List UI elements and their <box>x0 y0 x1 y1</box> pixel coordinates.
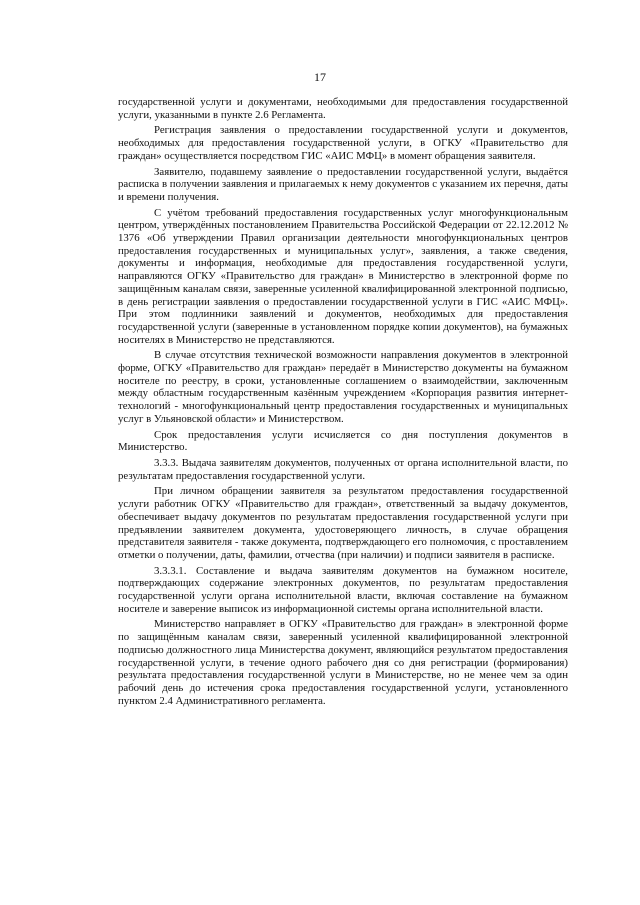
paragraph: Заявителю, подавшему заявление о предоставлении государственной услуги, выдаётся расписка в получении заявления и прилагаемых к нему документов с указанием их перечня, даты и времени получения. <box>118 165 568 203</box>
section-heading: 3.3.3. Выдача заявителям документов, полученных от органа исполнительной власти, по результатам предоставления государственной услуги. <box>118 456 568 482</box>
paragraph: государственной услуги и документами, необходимыми для предоставления государственной услуги, указанными в пункте 2.6 Регламента. <box>118 96 568 121</box>
paragraph: Регистрация заявления о предоставлении государственной услуги и документов, необходимых для предоставления государственной услуги, в ОГКУ «Правительство для граждан» осуществляется посредством ГИС «АИС МФЦ» в момент обращения заявителя. <box>118 124 568 162</box>
paragraph: С учётом требований предоставления государственных услуг многофункциональным центром, утверждённых постановлением Правительства Российской Федерации от 22.12.2012 № 1376 «Об утверждении Правил организации деятельности многофункциональных центров предоставления государственных и муниципальных услуг», заявления, а также сведения, документы и информация, необходимые для предоставления государственной услуги, направляются ОГКУ «Правительство для граждан» в Министерство в электронной форме по защищённым каналам связи, заверенные усиленной квалифицированной электронной подписью, в день регистрации заявления о предоставлении государственной услуги в ГИС «АИС МФЦ». При этом подлинники заявлений и документов, необходимых для предоставления государственной услуги (заверенные в установленном порядке копии документов), на бумажных носителях в Министерство не представляются. <box>118 206 568 346</box>
document-body <box>118 96 568 710</box>
paragraph: Срок предоставления услуги исчисляется со дня поступления документов в Министерство. <box>118 428 568 454</box>
paragraph: При личном обращении заявителя за результатом предоставления государственной услуги работник ОГКУ «Правительство для граждан», ответственный за выдачу документов, обеспечивает выдачу документов по результатам предоставления государственной услуги при предъявлении заявителем документа, удостоверяющего личность, в случае обращения представителя заявителя - также документа, подтверждающего его полномочия, с проставлением отметки о получении, даты, фамилии, отчества (при наличии) и подписи заявителя в расписке. <box>118 485 568 561</box>
paragraph: В случае отсутствия технической возможности направления документов в электронной форме, ОГКУ «Правительство для граждан» передаёт в Министерство документы на бумажном носителе по реестру, в сроки, установленные соглашением о взаимодействии, заключенным между областным государственным казённым учреждением «Корпорация развития интернет-технологий - многофункциональный центр предоставления государственных и муниципальных услуг в Ульяновской области» и Министерством. <box>118 349 568 425</box>
paragraph: Министерство направляет в ОГКУ «Правительство для граждан» в электронной форме по защищённым каналам связи, заверенный усиленной квалифицированной электронной подписью должностного лица Министерства документ, являющийся результатом предоставления государственной услуги, в течение одного рабочего дня со дня регистрации (формирования) результата предоставления государственной услуги в Министерстве, но не менее чем за один рабочий день до истечения срока предоставления государственной услуги, установленного пунктом 2.4 Административного регламента. <box>118 618 568 707</box>
page-number: 17 <box>314 70 326 84</box>
subsection-heading: 3.3.3.1. Составление и выдача заявителям документов на бумажном носителе, подтверждающих содержание электронных документов, по результатам предоставления государственной услуги органа исполнительной власти, включая составление на бумажном носителе и заверение выписок из информационной системы органа исполнительной власти. <box>118 564 568 615</box>
